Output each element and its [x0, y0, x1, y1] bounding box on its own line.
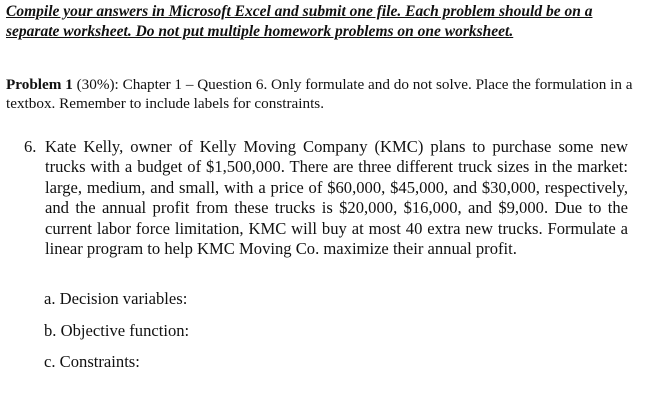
question-text: Kate Kelly, owner of Kelly Moving Company (KMC) plans to purchase some new trucks with a budget of $1,500,000. There are three different truck sizes in the market: large, medium, and small, with a price of $60,000, $45,000, and $30,000, respectively, and the annual profit from these trucks is $20,000, $16,000, and $9,000. Due to the current labor force limitation, KMC will buy at most 40 extra new trucks. Formulate a linear program to help KMC Moving Co. maximize their annual profit. — [45, 137, 628, 259]
part-b-label: Objective function: — [60, 321, 190, 340]
submission-instructions: Compile your answers in Microsoft Excel and submit one file. Each problem should be on a separate worksheet. Do not put multiple homework problems on one worksheet. — [6, 3, 593, 40]
problem-label: Problem 1 — [6, 76, 73, 93]
part-c-letter: c. — [44, 352, 56, 371]
part-a-letter: a. — [44, 289, 56, 308]
problem-description: (30%): Chapter 1 – Question 6. Only formulate and do not solve. Place the formulation in a textbox. Remember to include labels for constraints. — [6, 76, 633, 112]
part-a — [44, 289, 187, 309]
part-b — [44, 321, 189, 341]
question-6 — [24, 137, 628, 259]
part-a-label: Decision variables: — [59, 289, 188, 308]
question-number: 6. — [24, 137, 37, 156]
part-b-letter: b. — [44, 321, 57, 340]
part-c — [44, 352, 140, 372]
problem-statement — [6, 75, 654, 113]
part-c-label: Constraints: — [59, 352, 140, 371]
